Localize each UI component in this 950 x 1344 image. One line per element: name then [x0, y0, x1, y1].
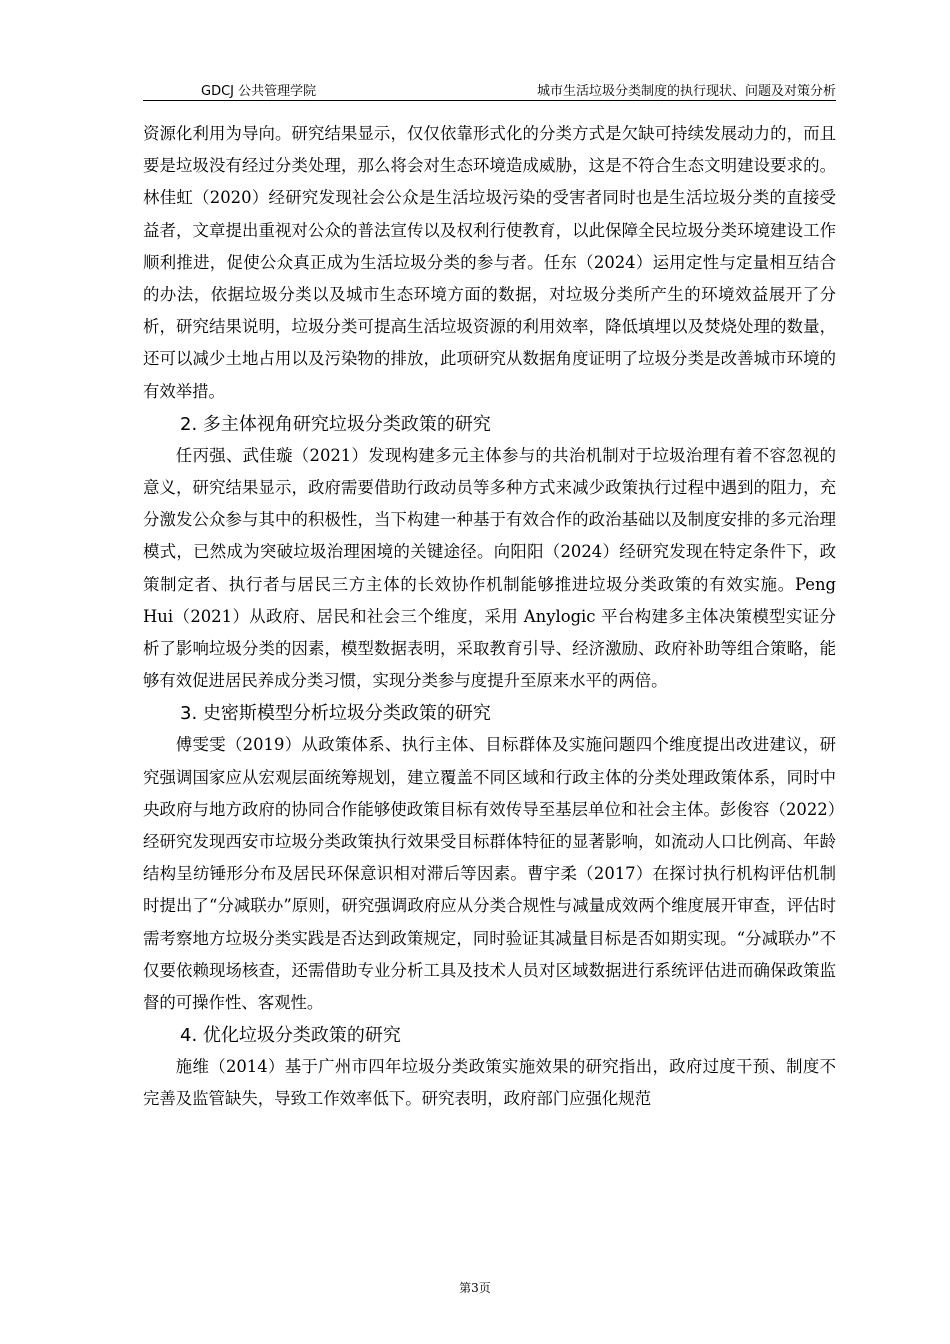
body-paragraph: 傅雯雯（2019）从政策体系、执行主体、目标群体及实施问题四个维度提出改进建议，研究强调国家应从宏观层面统筹规划，建立覆盖不同区域和行政主体的分类处理政策体系，同时中央政府与地方政府的协同合作能够使政策目标有效传导至基层单位和社会主体。彭俊容（2022）经研究发现西安市垃圾分类政策执行效果受目标群体特征的显著影响，如流动人口比例高、年龄结构呈纺锤形分布及居民环保意识相对滞后等因素。曹宇柔（2017）在探讨执行机构评估机制时提出了“分减联办”原则，研究强调政府应从分类合规性与减量成效两个维度展开审查，评估时需考察地方垃圾分类实践是否达到政策规定，同时验证其减量目标是否如期实现。“分减联办”不仅要依赖现场核查，还需借助专业分析工具及技术人员对区域数据进行系统评估进而确保政策监督的可操作性、客观性。	[143, 735, 836, 1013]
header-institution: GDCJ 公共管理学院	[201, 84, 317, 99]
section-heading: 3. 史密斯模型分析垃圾分类政策的研究	[180, 703, 491, 725]
body-paragraph: 任丙强、武佳璇（2021）发现构建多元主体参与的共治机制对于垃圾治理有着不容忽视的意义，研究结果显示，政府需要借助行政动员等多种方式来减少政策执行过程中遇到的阻力，充分激发公众参与其中的积极性，当下构建一种基于有效合作的政治基础以及制度安排的多元治理模式，已然成为突破垃圾治理困境的关键途径。向阳阳（2024）经研究发现在特定条件下，政策制定者、执行者与居民三方主体的长效协作机制能够推进垃圾分类政策的有效实施。Peng Hui（2021）从政府、居民和社会三个维度，采用 Anylogic 平台构建多主体决策模型实证分析了影响垃圾分类的因素，模型数据表明，采取教育引导、经济激励、政府补助等组合策略，能够有效促进居民养成分类习惯，实现分类参与度提升至原来水平的两倍。	[143, 445, 836, 691]
page-number: 第3页	[459, 1281, 491, 1295]
body-paragraph: 资源化利用为导向。研究结果显示，仅仅依靠形式化的分类方式是欠缺可持续发展动力的，而且要是垃圾没有经过分类处理，那么将会对生态环境造成威胁，这是不符合生态文明建设要求的。林佳虹（2020）经研究发现社会公众是生活垃圾污染的受害者同时也是生活垃圾分类的直接受益者，文章提出重视对公众的普法宣传以及权利行使教育，以此保障全民垃圾分类环境建设工作顺利推进，促使公众真正成为生活垃圾分类的参与者。任东（2024）运用定性与定量相互结合的办法，依据垃圾分类以及城市生态环境方面的数据，对垃圾分类所产生的环境效益展开了分析，研究结果说明，垃圾分类可提高生活垃圾资源的利用效率，降低填埋以及焚烧处理的数量，还可以减少土地占用以及污染物的排放，此项研究从数据角度证明了垃圾分类是改善城市环境的有效举措。	[143, 124, 836, 401]
section-heading: 2. 多主体视角研究垃圾分类政策的研究	[180, 413, 491, 435]
body-paragraph: 施维（2014）基于广州市四年垃圾分类政策实施效果的研究指出，政府过度干预、制度不完善及监管缺失，导致工作效率低下。研究表明，政府部门应强化规范	[143, 1057, 836, 1109]
section-heading: 4. 优化垃圾分类政策的研究	[180, 1025, 401, 1047]
page-body	[143, 118, 836, 1116]
page-header	[143, 78, 836, 101]
header-document-title: 城市生活垃圾分类制度的执行现状、问题及对策分析	[536, 84, 836, 99]
